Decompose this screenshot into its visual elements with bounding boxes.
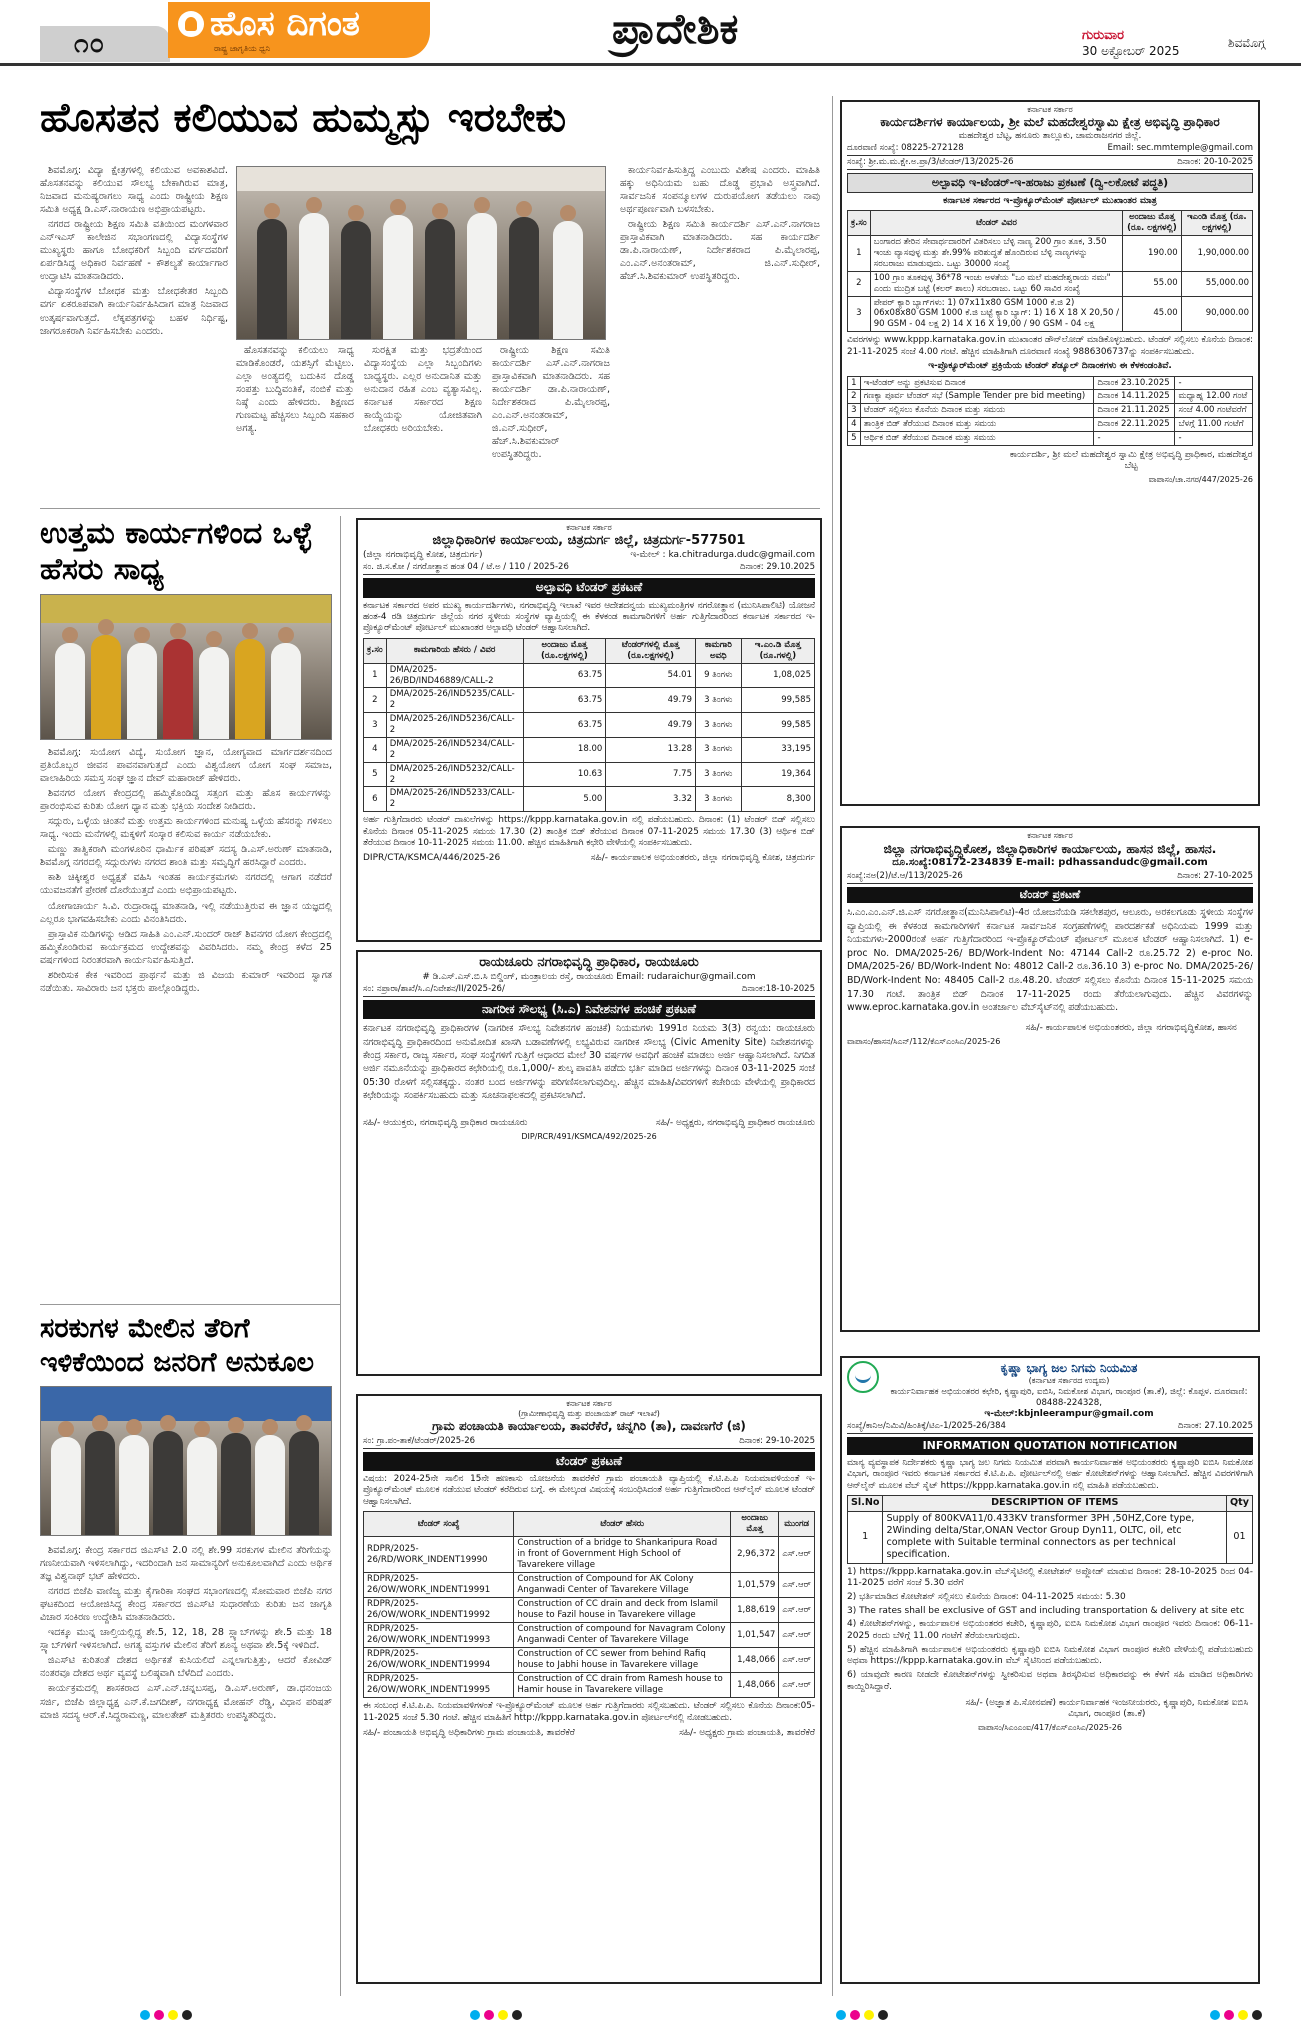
table-cell: DMA/2025-26/IND5232/CALL-2 xyxy=(386,762,523,787)
office-email: ಇ-ಮೇಲ್ : ka.chitradurga.dudc@gmail.com xyxy=(630,549,815,560)
office-address: ಮಹದೇಶ್ವರ ಬೆಟ್ಟ, ಹನೂರು ತಾಲ್ಲೂಕು, ಚಾಮರಾಜನಗರ ಜಿಲ್ಲೆ. xyxy=(958,130,1142,141)
notice-title: ಟೆಂಡರ್ ಪ್ರಕಟಣೆ xyxy=(363,1452,815,1471)
table-cell: ಎಸ್.ಆರ್ xyxy=(779,1648,815,1673)
notice-title: ಅಲ್ಪಾವಧಿ ಟೆಂಡರ್ ಪ್ರಕಟಣೆ xyxy=(363,578,815,597)
govt-label: ಕರ್ನಾಟಕ ಸರ್ಕಾರ xyxy=(1027,105,1073,114)
table-cell: 3 ತಿಂಗಳು xyxy=(695,737,741,762)
table-cell: ದಿನಾಂಕ 22.11.2025 xyxy=(1094,418,1175,432)
dateline xyxy=(1082,28,1266,59)
notice-notes xyxy=(847,1567,1253,1694)
table-cell: 1,90,000.00 xyxy=(1181,236,1252,272)
schedule-title: ಇ-ಪ್ರೊಕ್ಯೂರ್‌ಮೆಂಟ್ ಪ್ರಕ್ರಿಯೆಯ ಟೆಂಡರ್ ಶೆಡ್ಯೂಲ್ ದಿನಾಂಕಗಳು ಈ ಕೆಳಕಂಡಂತಿವೆ. xyxy=(928,361,1172,372)
column-divider xyxy=(832,96,833,1996)
govt-note: (ಕರ್ನಾಟಕ ಸರ್ಕಾರದ ಉದ್ಯಮ) xyxy=(1028,1376,1110,1386)
table-cell: 4 xyxy=(364,737,387,762)
story1-para: ನಗರದ ರಾಷ್ಟ್ರೀಯ ಶಿಕ್ಷಣ ಸಮಿತಿ ವತಿಯಿಂದ ಮಂಗಳವಾರ ಎನ್‌ಇಎಸ್ ಕಾಲೇಜಿನ ಸಭಾಂಗಣದಲ್ಲಿ ವಿದ್ಯಾಸಂಸ್ಥೆಗಳ ಮುಖ್ಯಸ್ಥರು ಹಾಗೂ ಬೋಧಕರಿಗೆ ಸಿಬ್ಬಂದಿ ವರ್ಗದವರಿಗೆ ಏರ್ಪಡಿಸಿದ್ದ ಅಧಿಕಾರ ನಿರ್ವಹಣೆ - ಕೌಶಲ್ಯತೆ ಕಾರ್ಯಾಗಾರ ಉದ್ಘಾಟಿಸಿ ಮಾತನಾಡಿದರು. xyxy=(40,219,228,283)
table-row xyxy=(364,1673,815,1698)
note-item: 6) ಯಾವುದೇ ಕಾರಣ ನೀಡದೇ ಕೋಟೇಶನ್‌ಗಳನ್ನು ಸ್ವೀಕರಿಸುವ ಅಥವಾ ತಿರಸ್ಕರಿಸುವ ಅಧಿಕಾರವನ್ನು ಈ ಕೆಳಗೆ ಸಹಿ ಮಾಡಿದ ಅಧಿಕಾರಿಗಳು ಕಾಯ್ದಿರಿಸಿದ್ದಾರೆ. xyxy=(847,1670,1253,1692)
table-cell: 99,585 xyxy=(741,713,814,738)
issue-date: 30 ಅಕ್ಟೋಬರ್ 2025 xyxy=(1082,44,1180,59)
notice-date: ದಿನಾಂಕ: 29-10-2025 xyxy=(739,1435,815,1446)
office-name: ರಾಯಚೂರು ನಗರಾಭಿವೃದ್ಧಿ ಪ್ರಾಧಿಕಾರ, ರಾಯಚೂರು xyxy=(479,955,699,970)
table-cell: 45.00 xyxy=(1123,296,1181,332)
table-cell: ಎಸ್.ಆರ್ xyxy=(779,1537,815,1573)
story3-para: ಶಿವಮೊಗ್ಗ: ಕೇಂದ್ರ ಸರ್ಕಾರದ ಜಿಎಸ್‌ಟಿ 2.0 ನಲ್ಲಿ ಶೇ.99 ಸರಕುಗಳ ಮೇಲಿನ ತೆರಿಗೆಯನ್ನು ಗಣನೀಯವಾಗಿ ಇಳಿಸಲಾಗಿದ್ದು, ಇದರಿಂದಾಗಿ ಜನ ಸಾಮಾನ್ಯರಿಗೆ ಅನುಕೂಲವಾಗಿದೆ ಎಂದು ಅರ್ಥಿಕ ತಜ್ಞ ವಿಶ್ವನಾಥ್ ಭಟ್ ಹೇಳಿದರು. xyxy=(40,1545,332,1583)
signatory: ಕಾರ್ಯದರ್ಶಿ, ಶ್ರೀ ಮಲೆ ಮಹದೇಶ್ವರ ಸ್ವಾಮಿ ಕ್ಷೇತ್ರ ಅಭಿವೃದ್ಧಿ ಪ್ರಾಧಿಕಾರ, ಮಹದೇಶ್ವರ ಬೆಟ್ಟ xyxy=(1009,449,1253,472)
kbjnl-logo-icon xyxy=(847,1361,879,1393)
table-row xyxy=(364,663,815,688)
office-name: ಗ್ರಾಮ ಪಂಚಾಯತಿ ಕಾರ್ಯಾಲಯ, ತಾವರೆಕೆರೆ, ಚನ್ನಗಿರಿ (ತಾ), ದಾವಣಗೆರೆ (ಜಿ) xyxy=(432,1419,746,1434)
table-header: ಅಂದಾಜು ಮೊತ್ತ (ರೂ. ಲಕ್ಷಗಳಲ್ಲಿ) xyxy=(1123,211,1181,236)
table-row xyxy=(364,688,815,713)
table-cell: 49.79 xyxy=(606,688,696,713)
notice-body: ವಿವರಗಳನ್ನು www.kppp.karnataka.gov.in ಮುಖಾಂತರ ಡೌನ್‌ಲೋಡ್ ಮಾಡಿಕೊಳ್ಳಬಹುದು. ಟೆಂಡರ್ ಸಲ್ಲಿಸಲು ಕೊನೆಯ ದಿನಾಂಕ: 21-11-2025 ಸಂಜೆ 4.00 ಗಂಟೆ. ಹೆಚ್ಚಿನ ಮಾಹಿತಿಗಾಗಿ ದೂರವಾಣಿ ಸಂಖ್ಯೆ 9886306737ನ್ನು ಸಂಪರ್ಕಿಸಬಹುದು. xyxy=(847,335,1253,357)
story3-body xyxy=(40,1544,332,1990)
story1-headline: ಹೊಸತನ ಕಲಿಯುವ ಹುಮ್ಮಸ್ಸು ಇರಬೇಕು xyxy=(40,95,567,141)
table-header: ಕ್ರ.ಸಂ xyxy=(848,211,871,236)
ref-number: ಸಂ: ಗ್ರಾ.ಪಂ-ತಾಕೆ/ಟೆಂಡರ್/2025-26 xyxy=(363,1435,476,1446)
table-cell: 1 xyxy=(364,663,387,688)
table-header: ಅಂದಾಜು ಮೊತ್ತ (ರೂ.ಲಕ್ಷಗಳಲ್ಲಿ) xyxy=(523,638,606,663)
table-cell: ಎಸ್.ಆರ್ xyxy=(779,1598,815,1623)
story1-para: ಶಿವಮೊಗ್ಗ: ವಿದ್ಯಾ ಕ್ಷೇತ್ರಗಳಲ್ಲಿ ಕಲಿಯುವ ಅವಕಾಶವಿದೆ. ಹೊಸತನವನ್ನು ಕಲಿಯುವ ಸೌಲಭ್ಯ ಬೇಕಾಗಿರುವ ಮಾತ್ರ, ನಿಜವಾದ ಮನುಷ್ಯರಾಗಲು ಸಾಧ್ಯ ಎಂದು ರಾಷ್ಟ್ರೀಯ ಶಿಕ್ಷಣ ಸಮಿತಿ ಅಧ್ಯಕ್ಷ ಡಿ.ಎಸ್.ನಾರಾಯಣ ಅಭಿಪ್ರಾಯಪಟ್ಟರು. xyxy=(40,165,228,216)
notice-date: ದಿನಾಂಕ: 29.10.2025 xyxy=(739,562,815,573)
table-row xyxy=(364,1537,815,1573)
table-cell: 2 xyxy=(364,688,387,713)
table-cell: 4 xyxy=(848,418,861,432)
table-cell: 55.00 xyxy=(1123,271,1181,296)
table-header: ಇ.ಎಂ.ಡಿ ಮೊತ್ತ (ರೂ.ಗಳಲ್ಲಿ) xyxy=(741,638,814,663)
notice-footer: ಅರ್ಹ ಗುತ್ತಿಗೆದಾರರು ಟೆಂಡರ್ ದಾಖಲೆಗಳನ್ನು https://kppp.karnataka.gov.in ನಲ್ಲಿ ಪಡೆಯಬಹುದು. ದಿನಾಂಕ: (1) ಟೆಂಡರ್ ಬಿಡ್ ಸಲ್ಲಿಸಲು ಕೊನೆಯ ದಿನಾಂಕ 05-11-2025 ಸಮಯ 17.30 (2) ತಾಂತ್ರಿಕ ಬಿಡ್ ತೆರೆಯುವ ದಿನಾಂಕ 07-11-2025 ಸಮಯ 17.30 (3) ಆರ್ಥಿಕ ಬಿಡ್ ತೆರೆಯುವ ದಿನಾಂಕ 10-11-2025 ಸಮಯ 11.00. ಹೆಚ್ಚಿನ ಮಾಹಿತಿಗಾಗಿ ಕಛೇರಿ ವೇಳೆಯಲ್ಲಿ ಸಂಪರ್ಕಿಸಬಹುದು. xyxy=(363,815,815,848)
table-cell: 1,48,066 xyxy=(731,1648,779,1673)
table-cell: ಗಣಕ್ಯಾ ಪೂರ್ವ ಟೆಂಡರ್ ಸಭೆ (Sample Tender pre bid meeting) xyxy=(860,390,1094,404)
signatory: ಸಹಿ/- ಕಾರ್ಯಪಾಲಕ ಅಭಿಯಂತರರು, ಜಿಲ್ಲಾ ನಗರಾಭಿವೃದ್ಧಿ ಕೋಶ, ಚಿತ್ರದುರ್ಗ xyxy=(590,853,815,864)
signatory: ಸಹಿ/- (ಅಜ್ಞಾತ ಪಿ.ಸೋನವಣೆ) ಕಾರ್ಯನಿರ್ವಾಹಕ ಇಂಜನೀಯರರು, ಕೃಷ್ಣಾಪುರಿ, ನಿಮಕೋಶ ಐಬಿಸಿ ವಿಭಾಗ, ರಾಂಪೂರ (ತಾ.ಕೆ) xyxy=(965,1697,1249,1720)
divider xyxy=(40,508,820,509)
signatory-right: ಸಹಿ/- ಅಧ್ಯಕ್ಷರು ಗ್ರಾಮ ಪಂಚಾಯತಿ, ತಾವರೆಕೆರೆ xyxy=(679,1728,815,1739)
table-row xyxy=(848,376,1253,390)
table-cell: - xyxy=(1175,432,1253,446)
govt-label: ಕರ್ನಾಟಕ ಸರ್ಕಾರ xyxy=(566,523,612,532)
edition-city: ಶಿವಮೊಗ್ಗ xyxy=(1228,36,1266,50)
table-row xyxy=(364,1598,815,1623)
table-cell: - xyxy=(1094,432,1175,446)
table-cell: Construction of a bridge to Shankaripura Road in front of Government High School of Tavarekere village xyxy=(514,1537,731,1573)
notice-intro: ಮಾನ್ಯ ವ್ಯವಸ್ಥಾಪಕ ನಿರ್ದೇಶಕರು ಕೃಷ್ಣಾ ಭಾಗ್ಯ ಜಲ ನಿಗಮ ನಿಯಮಿತ ಪರವಾಗಿ ಕಾರ್ಯನಿರ್ವಾಹಕ ಅಭಿಯಂತರರು ಕೃಷ್ಣಾಪುರಿ ಐಬಿಸಿ ನಿಮಕೋಶ ವಿಭಾಗ, ರಾಂಪೂರ ಇವರು ಕರ್ನಾಟಕ ಸರ್ಕಾರದ ಕೆ.ಟಿ.ಪಿ.ಪಿ. ಪೋರ್ಟಲ್‌ನಲ್ಲಿ ಅರ್ಹ ಕೋಟೇಶನ್‌ಗಳನ್ನು ಆಹ್ವಾನಿಸಲಾಗಿದೆ. ಹೆಚ್ಚಿನ ವಿವರಗಳಿಗಾಗಿ ಆನ್‌ಲೈನ್ ಮೂಲಕ ವೆಬ್ ಸೈಟ್ https://kppp.karnataka.gov.in ನಲ್ಲಿ ಮಾಹಿತಿ ಪಡೆಯಬಹುದು. xyxy=(847,1458,1253,1491)
story2-para: ಕಾಶಿ ಚಿಕ್ಕೀಶ್ವರ ಅಧ್ಯಕ್ಷತೆ ವಹಿಸಿ ಇಂತಹ ಕಾರ್ಯಕ್ರಮಗಳು ನಗರದಲ್ಲಿ ಆಗಾಗ ನಡೆದರೆ ಯುವಜನತೆಗೆ ಪ್ರೇರಣೆ ದೊರೆಯುತ್ತದೆ ಎಂದು ಅಭಿಪ್ರಾಯಪಟ್ಟರು. xyxy=(40,872,332,897)
table-cell: ದಿನಾಂಕ 21.11.2025 xyxy=(1094,404,1175,418)
table-cell: 1 xyxy=(848,376,861,390)
ref-number: ಸಂಖ್ಯೆ: ಶ್ರೀ.ಮ.ಮ.ಕ್ಷೇ.ಅ.ಪ್ರಾ/3/ಟೆಂಡರ್/13/2025-26 xyxy=(847,156,1014,167)
table-cell: RDPR/2025-26/OW/WORK_INDENT19993 xyxy=(364,1623,514,1648)
notice-title: ಟೆಂಡರ್ ಪ್ರಕಟಣೆ xyxy=(847,887,1253,903)
table-row xyxy=(364,762,815,787)
masthead xyxy=(0,0,1301,66)
table-row xyxy=(848,1511,1253,1563)
story2-para: ಶಿವಮೊಗ್ಗ: ಸುಯೋಗ ವಿದ್ಯೆ, ಸುಯೋಗ ಜ್ಞಾನ, ಯೋಗ್ಯವಾದ ಮಾರ್ಗದರ್ಶನದಿಂದ ಪ್ರತಿಯೊಬ್ಬರ ಜೀವನ ಪಾವನವಾಗುತ್ತದೆ ಎಂದು ವಿಶ್ವಯೋಗ ಯೋಗ ಸಂಘ ಸಮಾಜ, ವಾಲಾಹಿರಿಯ ಸಮಸ್ತ ಸಂಘ ಜ್ಞಾನ ದೇವ್ ಮಹಾರಾಜ್ ಹೇಳಿದರು. xyxy=(40,747,332,785)
table-row xyxy=(364,787,815,812)
notice-footer: ಈ ಸಂಬಂಧ ಕೆ.ಟಿ.ಪಿ.ಪಿ. ನಿಯಮಾವಳಿಗಳಂತೆ ಇ-ಪ್ರೊಕ್ಯೂರ್‌ಮೆಂಟ್ ಮೂಲಕ ಅರ್ಹ ಗುತ್ತಿಗೆದಾರರು ಸಲ್ಲಿಸಬಹುದು. ಟೆಂಡರ್ ಸಲ್ಲಿಸಲು ಕೊನೆಯ ದಿನಾಂಕ:05-11-2025 ಸಂಜೆ 5.30 ಗಂಟೆ. ಹೆಚ್ಚಿನ ಮಾಹಿತಿಗೆ http://kppp.karnataka.gov.in ಪೋರ್ಟಲ್‌ನಲ್ಲಿ ನೋಡಬಹುದು. xyxy=(363,1701,815,1723)
notice-title: ನಾಗರೀಕ ಸೌಲಭ್ಯ (ಸಿ.ಎ) ನಿವೇಶನಗಳ ಹಂಚಿಕೆ ಪ್ರಕಟಣೆ xyxy=(363,1000,815,1019)
story2-headline: ಉತ್ತಮ ಕಾರ್ಯಗಳಿಂದ ಒಳ್ಳೆ ಹೆಸರು ಸಾಧ್ಯ xyxy=(40,516,313,587)
table-cell: 9 ತಿಂಗಳು xyxy=(695,663,741,688)
story1-col3 xyxy=(364,344,482,504)
hassan-tender-notice xyxy=(840,826,1260,1332)
dept-label: (ಗ್ರಾಮೀಣಾಭಿವೃದ್ಧಿ ಮತ್ತು ಪಂಚಾಯತ್ ರಾಜ್ ಇಲಾಖೆ) xyxy=(518,1409,660,1419)
table-cell: RDPR/2025-26/OW/WORK_INDENT19991 xyxy=(364,1573,514,1598)
table-cell: 18.00 xyxy=(523,737,606,762)
section-title: ಪ್ರಾದೇಶಿಕ xyxy=(612,4,739,53)
table-cell: Construction of CC drain from Ramesh house to Hamir house in Tavarekere village xyxy=(514,1673,731,1698)
table-header: Qty xyxy=(1227,1496,1253,1511)
story1-col1 xyxy=(40,164,228,504)
notice-body: ಸಿ.ಎಂ.ಎಂ.ಎನ್.ಜಿ.ಎಸ್ ನಗರೋತ್ಥಾನ(ಮುನಿಸಿಪಾಲಿಟಿ)-4ರ ಯೋಜನೆಯಡಿ ಸಕಲೇಶಪುರ, ಆಲೂರು, ಅರಕಲಗೂಡು ಸ್ಥಳೀಯ ಸಂಸ್ಥೆಗಳ ವ್ಯಾಪ್ತಿಯಲ್ಲಿ ಈ ಕೆಳಕಂಡ ಕಾಮಗಾರಿಗಳಿಗೆ ಕರ್ನಾಟಕ ಸಾರ್ವಜನಿಕ ಸಂಗ್ರಹಣೆಗಳಲ್ಲಿ ಪಾರದರ್ಶಕತೆ ಅಧಿನಿಯಮ 1999 ಮತ್ತು ನಿಯಮಗಳು-2000ರಂತೆ ಅರ್ಹ ಗುತ್ತಿಗೆದಾರರಿಂದ ಇ-ಪ್ರೊಕ್ಯೂರ್‌ಮೆಂಟ್ ಪೋರ್ಟಲ್ ಮೂಲಕ ಟೆಂಡರ್ ಆಹ್ವಾನಿಸಲಾಗಿದೆ. 1) e-proc No. DMA/2025-26/ BD/Work-Indent No: 47144 Call-2 ರೂ.25.72 2) e-proc No. DMA/2025-26/ BD/Work-Indent No: 48012 Call-2 ರೂ.36.10 3) e-proc No. DMA/2025-26/ BD/Work-Indent No: 48405 Call-2 ರೂ.48.20. ಟೆಂಡರ್ ಸಲ್ಲಿಸಲು ಕೊನೆಯ ದಿನಾಂಕ 15-11-2025 ಸಮಯ 17.30 ಗಂಟೆ. ತಾಂತ್ರಿಕ ಬಿಡ್ ದಿನಾಂಕ 17-11-2025 ರಂದು ತೆರೆಯಲಾಗುವುದು. ಹೆಚ್ಚಿನ ವಿವರಗಳನ್ನು www.eproc.karnataka.gov.in ಅಂತರ್ಜಾಲ ವೆಬ್‌ಸೈಟ್‌ನಲ್ಲಿ ಪಡೆಯಬಹುದು. xyxy=(847,906,1253,1014)
table-header: ಅಂದಾಜು ಮೊತ್ತ xyxy=(731,1512,779,1537)
signatory-left: ಸಹಿ/- ಪಂಚಾಯತಿ ಅಭಿವೃದ್ಧಿ ಅಧಿಕಾರಿಗಳು ಗ್ರಾಮ ಪಂಚಾಯತಿ, ತಾವರೆಕೆರೆ xyxy=(363,1728,575,1739)
table-cell: 3 xyxy=(848,404,861,418)
story2-para: ಸದ್ಗುರು, ಒಳ್ಳೆಯ ಚಿಂತನೆ ಮತ್ತು ಉತ್ತಮ ಕಾರ್ಯಗಳಿಂದ ಮನುಷ್ಯ ಒಳ್ಳೆಯ ಹೆಸರನ್ನು ಗಳಿಸಲು ಸಾಧ್ಯ. ಇಂದು ಮನೆಗಳಲ್ಲಿ ಮಕ್ಕಳಿಗೆ ಸಂಸ್ಕಾರ ಕಲಿಸುವ ಕಾರ್ಯ ನಡೆಯಬೇಕು. xyxy=(40,816,332,841)
table-cell: 2,96,372 xyxy=(731,1537,779,1573)
story1-col5 xyxy=(492,344,610,504)
govt-label: ಕರ್ನಾಟಕ ಸರ್ಕಾರ xyxy=(1027,831,1073,840)
table-row xyxy=(364,737,815,762)
table-row xyxy=(848,236,1253,272)
notice-date: ದಿನಾಂಕ: 27-10-2025 xyxy=(1177,871,1253,882)
story2-para: ಶರೀರಿಸುಕ ಕೇಕ ಇವರಿಂದ ಪ್ರಾರ್ಥನೆ ಮತ್ತು ಜಿ ವಿಜಯ ಕುಮಾರ್ ಇವರಿಂದ ಸ್ವಾಗತ ನಡೆಯಿತು. ಸಾವಿರಾರು ಜನ ಭಕ್ತರು ಪಾಲ್ಗೊಂಡಿದ್ದರು. xyxy=(40,969,332,994)
table-cell: 63.75 xyxy=(523,713,606,738)
print-registration-marks xyxy=(1210,2010,1262,2020)
table-header: ಟೆಂಡರ್ ವಿವರ xyxy=(870,211,1123,236)
office-name: ಜಿಲ್ಲಾ ನಗರಾಭಿವೃದ್ಧಿಕೋಶ, ಜಿಲ್ಲಾಧಿಕಾರಿಗಳ ಕಾರ್ಯಾಲಯ, ಹಾಸನ ಜಿಲ್ಲೆ, ಹಾಸನ. xyxy=(883,841,1217,857)
table-cell: RDPR/2025-26/RD/WORK_INDENT19990 xyxy=(364,1537,514,1573)
table-cell: ಎಸ್.ಆರ್ xyxy=(779,1573,815,1598)
table-cell: 01 xyxy=(1227,1511,1253,1563)
office-address: ಕಾರ್ಯನಿರ್ವಾಹಕ ಅಭಿಯಂತರರ ಕಛೇರಿ, ಕೃಷ್ಣಾಪುರಿ, ಐಬಿಸಿ, ನಿಮಕೋಶ ವಿಭಾಗ, ರಾಂಪೂರ (ತಾ.ಕೆ), ಜಿಲ್ಲೆ: ಕೊಪ್ಪಳ. ದೂರವಾಣಿ: 08488-224328, xyxy=(890,1386,1248,1408)
table-cell: Supply of 800KVA11/0.433KV transformer 3PH ,50HZ,Core type, 2Winding delta/Star,ONAN Vector Group Dyn11, OLTC, oil, etc complete with Suitable terminal connectors as per technical specification. xyxy=(883,1511,1227,1563)
logo-name: ಹೊಸ ದಿಗಂತ xyxy=(210,4,360,44)
story2-body xyxy=(40,746,332,1388)
table-cell: 5.00 xyxy=(523,787,606,812)
notice-title: ಅಲ್ಪಾವಧಿ ಇ-ಟೆಂಡರ್-ಇ-ಹರಾಜು ಪ್ರಕಟಣೆ (ದ್ವಿ-ಲಕೋಟೆ ಪದ್ಧತಿ) xyxy=(847,173,1253,193)
office-address: # ಡಿ.ಎಸ್.ಎಸ್.ಬಿ.ಸಿ ಬಿಲ್ಡಿಂಗ್, ಮಂತ್ರಾಲಯ ರಸ್ತೆ, ರಾಯಚೂರು Email: rudaraichur@gmail.com xyxy=(422,971,756,982)
table-row xyxy=(848,404,1253,418)
dipr-code: DIPR/CTA/KSMCA/446/2025-26 xyxy=(363,853,501,864)
table-cell: RDPR/2025-26/OW/WORK_INDENT19994 xyxy=(364,1648,514,1673)
office-cell: (ಜಿಲ್ಲಾ ನಗರಾಭಿವೃದ್ಧಿ ಕೋಶ, ಚಿತ್ರದುರ್ಗ) xyxy=(363,549,483,560)
table-cell: 33,195 xyxy=(741,737,814,762)
notice-body: ಕರ್ನಾಟಕ ಸರ್ಕಾರದ ಅಪರ ಮುಖ್ಯ ಕಾರ್ಯದರ್ಶಿಗಳು, ನಗರಾಭಿವೃದ್ಧಿ ಇಲಾಖೆ ಇವರ ಆದೇಶದನ್ವಯ ಮುಖ್ಯಮಂತ್ರಿಗಳ ನಗರೋತ್ಥಾನ (ಮುನಿಸಿಪಾಲಿಟಿ) ಯೋಜನೆ ಹಂತ-4 ರಡಿ ಚಿತ್ರದುರ್ಗ ಜಿಲ್ಲೆಯ ನಗರ ಸ್ಥಳೀಯ ಸಂಸ್ಥೆಗಳ ವ್ಯಾಪ್ತಿಯಲ್ಲಿ ಈ ಕೆಳಕಂಡ ಕಾಮಗಾರಿಗಳಿಗೆ ಅರ್ಹ ಗುತ್ತಿಗೆದಾರರಿಂದ ಕರ್ನಾಟಕ ಸರ್ಕಾರದ ಇ-ಪ್ರೊಕ್ಯೂರ್‌ಮೆಂಟ್ ಪೋರ್ಟಲ್ ಮುಖಾಂತರ ಅಲ್ಪಾವಧಿ ಟೆಂಡರ್ ಆಹ್ವಾನಿಸಲಾಗಿದೆ. xyxy=(363,600,815,634)
notice-date: ದಿನಾಂಕ: 20-10-2025 xyxy=(1177,156,1253,167)
table-cell: 3 ತಿಂಗಳು xyxy=(695,688,741,713)
story1-col4 xyxy=(620,164,820,504)
story3-para: ನಗರದ ಬಿಜೆಪಿ ವಾಣಿಜ್ಯ ಮತ್ತು ಕೈಗಾರಿಕಾ ಸಂಘದ ಸಭಾಂಗಣದಲ್ಲಿ ಸೋಮವಾರ ಬಿಜೆಪಿ ನಗರ ಘಟಕದಿಂದ ಆಯೋಜಿಸಿದ್ದ ಕೇಂದ್ರ ಸರ್ಕಾರದ ಜಿಎಸ್‌ಟಿ ಸುಧಾರಣೆಯ ಕುರಿತು ಜನ ಜಾಗೃತಿ ವಿಚಾರ ಸಂಕಿರಣ ಉದ್ದೇಶಿಸಿ ಮಾತನಾಡಿದರು. xyxy=(40,1586,332,1624)
notice-intro: ವಿಷಯ: 2024-25ನೇ ಸಾಲಿನ 15ನೇ ಹಣಕಾಸು ಯೋಜನೆಯ ತಾವರೆಕೆರೆ ಗ್ರಾಮ ಪಂಚಾಯತಿ ವ್ಯಾಪ್ತಿಯಲ್ಲಿ ಕೆ.ಟಿ.ಪಿ.ಪಿ ನಿಯಮಾವಳಿಯಂತೆ ಇ-ಪ್ರೊಕ್ಯೂರ್‌ಮೆಂಟ್ ಮೂಲಕ ನಡೆಯುವ ಟೆಂಡರ್ ಕರೆದಿರುವ ಬಗ್ಗೆ. ಈ ಮೇಲ್ಕಂಡ ವಿಷಯಕ್ಕೆ ಸಂಬಂಧಿಸಿದಂತೆ ಅರ್ಹ ಗುತ್ತಿಗೆದಾರರಿಂದ ಆನ್‌ಲೈನ್ ಮೂಲಕ ಟೆಂಡರ್ ಆಹ್ವಾನಿಸಲಾಗಿದೆ. xyxy=(363,1474,815,1507)
table-cell: DMA/2025-26/IND5233/CALL-2 xyxy=(386,787,523,812)
table-cell: 7.75 xyxy=(606,762,696,787)
logo-tagline: ರಾಷ್ಟ್ರ ಜಾಗೃತಿಯ ಧ್ವನಿ xyxy=(214,44,271,53)
table-cell: 63.75 xyxy=(523,663,606,688)
table-cell: DMA/2025-26/IND5236/CALL-2 xyxy=(386,713,523,738)
dipr-code: ವಾಪಾಸಂ/ಚಾ.ನಗರ/447/2025-26 xyxy=(1148,474,1253,484)
table-cell: Construction of compound for Navagram Colony Anganwadi Center of Tavarekere Village xyxy=(514,1623,731,1648)
dipr-code: ವಾಪಾಸಂ/ಹಾಸನ/ಸಿಎನ್/112/ಕೆಎಸ್‌ಎಂಸಿಎ/2025-26 xyxy=(847,1036,1001,1046)
table-row xyxy=(848,390,1253,404)
tender-table xyxy=(363,1511,815,1698)
table-header: Sl.No xyxy=(848,1496,883,1511)
table-cell: 1 xyxy=(848,1511,883,1563)
table-cell: 55,000.00 xyxy=(1181,271,1252,296)
table-cell: 100 ಗ್ರಾಂ ತೂಕವುಳ್ಳ 36*78 ಇಂಚು ಅಳತೆಯ "ಒಂ ಮಲೆ ಮಹದೇಶ್ವರಾಯ ನಮಃ" ಎಂದು ಮುದ್ರಿತ ಬಟ್ಟೆ (ಕಲರ್ ಶಾಲು) ಸರಬರಾಜು. ಒಟ್ಟು 60 ಸಾವಿರ ಸಂಖ್ಯೆ xyxy=(870,271,1123,296)
print-registration-marks xyxy=(140,2010,192,2020)
table-cell: ಸಂಜೆ 4.00 ಗಂಟೆವರೆಗೆ xyxy=(1175,404,1253,418)
table-cell: 1,01,579 xyxy=(731,1573,779,1598)
table-row xyxy=(364,713,815,738)
table-cell: DMA/2025-26/BD/IND46889/CALL-2 xyxy=(386,663,523,688)
table-cell: Construction of Compound for AK Colony Anganwadi Center of Tavarekere Village xyxy=(514,1573,731,1598)
table-cell: DMA/2025-26/IND5234/CALL-2 xyxy=(386,737,523,762)
table-header: ಕ್ರ.ಸಂ xyxy=(364,638,387,663)
table-row xyxy=(848,418,1253,432)
table-cell: 63.75 xyxy=(523,688,606,713)
tender-table xyxy=(363,638,815,812)
story1-photo xyxy=(236,166,606,340)
story1-para: ಸುರಕ್ಷಿತ ಮತ್ತು ಭದ್ರತೆಯಿಂದ ವಿದ್ಯಾಸಂಸ್ಥೆಯ ಎಲ್ಲಾ ಸಿಬ್ಬಂದಿಗಳು ಬಾಧ್ಯಸ್ಥರು. ಎಲ್ಲರ ಅನುದಾನಿತ ಮತ್ತು ಅನುದಾನ ರಹಿತ ಎಂಬ ವ್ಯತ್ಯಾಸವಿಲ್ಲ. ಕರ್ನಾಟಕ ಸರ್ಕಾರದ ಶಿಕ್ಷಣ ಕಾಯ್ದೆಯನ್ನು ಯೋಜಿತವಾಗಿ ಬೋಧಕರು ಅರಿಯಬೇಕು. xyxy=(364,345,482,435)
chitradurga-tender-notice xyxy=(356,518,822,942)
print-registration-marks xyxy=(470,2010,522,2020)
table-cell: 90,000.00 xyxy=(1181,296,1252,332)
table-header: ಕಾಮಗಾರಿಯ ಹೆಸರು / ವಿವರ xyxy=(386,638,523,663)
table-header: ಟೆಂಡರ್ ಸಂಖ್ಯೆ xyxy=(364,1512,514,1537)
note-item: 2) ಭರ್ತಿಮಾಡಿದ ಕೋಟೇಶನ್ ಸಲ್ಲಿಸಲು ಕೊನೆಯ ದಿನಾಂಕ: 04-11-2025 ಸಮಯ: 5.30 xyxy=(847,1592,1126,1603)
story1-para: ವಿದ್ಯಾಸಂಸ್ಥೆಗಳ ಬೋಧಕ ಮತ್ತು ಬೋಧಕೇತರ ಸಿಬ್ಬಂದಿ ವರ್ಗ ಏಕರೂಪವಾಗಿ ಕಾರ್ಯನಿರ್ವಹಿಸಿದಾಗ ಮಾತ್ರ ನಿಜವಾದ ಉತ್ಕರ್ಷವಾಗುತ್ತದೆ. ಲೆಕ್ಕಪತ್ರಗಳನ್ನು ಬಹಳ ನಿರ್ಧಿಷ್ಟ, ಜಾಗರೂಕರಾಗಿ ನಿರ್ವಹಿಸಬೇಕು ಎಂದರು. xyxy=(40,286,228,337)
mm-hills-tender-notice xyxy=(840,100,1260,806)
table-cell: ತಾಂತ್ರಿಕ ಬಿಡ್ ತೆರೆಯುವ ದಿನಾಂಕ ಮತ್ತು ಸಮಯ xyxy=(860,418,1094,432)
divider xyxy=(40,1304,340,1305)
dipr-code: DIP/RCR/491/KSMCA/492/2025-26 xyxy=(521,1131,657,1141)
ref-number: ಸಂ: ನಪ್ರಾರಾ/ಶಾಖೆ/ಸಿ.ಎ/ನಿವೇಶನ/II/2025-26/ xyxy=(363,984,505,995)
table-cell: 3 xyxy=(848,296,871,332)
table-header: ಕಾಮಗಾರಿ ಅವಧಿ xyxy=(695,638,741,663)
table-cell: 190.00 xyxy=(1123,236,1181,272)
table-cell: 19,364 xyxy=(741,762,814,787)
table-cell: 13.28 xyxy=(606,737,696,762)
story2-para: ಮಣ್ಣು ತಾತ್ವಿಕರಾಗಿ ಮಂಗಳೂರಿನ ಧಾರ್ಮಿಕ ಪರಿಷತ್ ಸದಸ್ಯ ಡಿ.ಎಸ್.ಅರುಣ್ ಮಾತನಾಡಿ, ಶಿವಮೊಗ್ಗ ನಗರದಲ್ಲಿ ಸದ್ಗುರುಗಳು ನಗರದ ಶಾಂತಿ ಮತ್ತು ಸಮೃದ್ಧಿಗೆ ಹರಸಿದ್ದಾರೆ ಎಂದರು. xyxy=(40,844,332,869)
tavarekere-tender-notice xyxy=(356,1394,822,1984)
dipr-code: ವಾಪಾಸಂ/ಸಿಎಂಎಂಐ/417/ಕೆಎಸ್‌ಎಂಸಿಎ/2025-26 xyxy=(978,1722,1122,1732)
newspaper-logo xyxy=(168,2,430,58)
table-cell: ದಿನಾಂಕ 23.10.2025 xyxy=(1094,376,1175,390)
story3-para: ಇದಕ್ಕೂ ಮುನ್ನ ಚಾಲ್ತಿಯಲ್ಲಿದ್ದ ಶೇ.5, 12, 18, 28 ಸ್ಲ್ಯಾಬ್‌ಗಳನ್ನು ಶೇ.5 ಮತ್ತು 18 ಸ್ಲ್ಯಾಬ್‌ಗಳಿಗೆ ಇಳಿಸಲಾಗಿದೆ. ಅಗತ್ಯ ವಸ್ತುಗಳ ಮೇಲಿನ ತೆರಿಗೆ ಶೂನ್ಯ ಅಥವಾ ಶೇ.5ಕ್ಕೆ ಇಳಿದಿದೆ. xyxy=(40,1627,332,1652)
table-cell: ಎಸ್.ಆರ್ xyxy=(779,1673,815,1698)
notice-title: INFORMATION QUOTATION NOTIFICATION xyxy=(847,1437,1253,1455)
logo-emblem-icon xyxy=(178,11,204,37)
story1-para: ರಾಷ್ಟ್ರೀಯ ಶಿಕ್ಷಣ ಸಮಿತಿ ಕಾರ್ಯದರ್ಶಿ ಎಸ್.ಎನ್.ನಾಗರಾಜ ಪ್ರಾಸ್ತಾವಿಕವಾಗಿ ಮಾತನಾಡಿದರು. ಸಹ ಕಾರ್ಯದರ್ಶಿ ಡಾ.ಪಿ.ನಾರಾಯಣ್, ನಿರ್ದೇಶಕರಾದ ಪಿ.ಮೈಲಾರಪ್ಪ, ಎಂ.ಎನ್.ಅನಂತರಾಮ್, ಜಿ.ಎನ್.ಸುಧೀರ್, ಹೆಚ್.ಸಿ.ಶಿವಕುಮಾರ್ ಉಪಸ್ಥಿತರಿದ್ದರು. xyxy=(492,345,610,461)
note-item: 3) The rates shall be exclusive of GST and including transportation & delivery at site etc xyxy=(847,1605,1245,1616)
table-cell: ದಿನಾಂಕ 14.11.2025 xyxy=(1094,390,1175,404)
story1-para: ಹೊಸತನವನ್ನು ಕಲಿಯಲು ಸಾಧ್ಯ ಮಾಡಿಕೊಂಡರೆ, ಯಶಸ್ಸಿಗೆ ಮೆಟ್ಟಿಲು. ಎಲ್ಲಾ ಅಂತ್ಯದಲ್ಲಿ ಬದುಕಿನ ದೊಡ್ಡ ಸಂಪತ್ತು ಬುದ್ಧಿವಂತಿಕೆ, ನಂಬಿಕೆ ಮತ್ತು ನಿಷ್ಠೆ ಎಂದು ಹೇಳಿದರು. ಶಿಕ್ಷಣದ ಗುಣಮಟ್ಟ ಹೆಚ್ಚಿಸಲು ಸಿಬ್ಬಂದಿ ಸಹಕಾರ ಅಗತ್ಯ. xyxy=(236,345,354,435)
office-phone: ದೂರವಾಣಿ ಸಂಖ್ಯೆ: 08225-272128 xyxy=(847,143,964,154)
table-row xyxy=(364,1573,815,1598)
table-cell: 3 ತಿಂಗಳು xyxy=(695,787,741,812)
table-row xyxy=(848,432,1253,446)
table-header: ಟೆಂಡರ್ ಹೆಸರು xyxy=(514,1512,731,1537)
signatory-right: ಸಹಿ/- ಅಧ್ಯಕ್ಷರು, ನಗರಾಭಿವೃದ್ಧಿ ಪ್ರಾಧಿಕಾರ ರಾಯಚೂರು xyxy=(655,1118,815,1129)
story3-headline: ಸರಕುಗಳ ಮೇಲಿನ ತೆರಿಗೆ ಇಳಿಕೆಯಿಂದ ಜನರಿಗೆ ಅನುಕೂಲ xyxy=(40,1313,315,1378)
table-cell: 5 xyxy=(364,762,387,787)
ref-number: ಸಂಖ್ಯೆ/ಕಾನಿಅ/ನಿಮಿವಿ/ಹಿಂತಿಕ್ಕೆ/ಟಿಎ-1/2025-26/384 xyxy=(847,1421,1006,1432)
tender-table xyxy=(847,210,1253,332)
story1-para: ಕಾರ್ಯನಿರ್ವಹಿಸುತ್ತಿದ್ದ ಎಂಬುದು ವಿಶೇಷ ಎಂದರು. ಮಾಹಿತಿ ಹಕ್ಕು ಅಧಿನಿಯಮ ಬಹು ದೊಡ್ಡ ಪ್ರಭಾವಿ ಅಸ್ತ್ರವಾಗಿದೆ. ಸಾರ್ವಜನಿಕ ಸಂಪನ್ಮೂಲಗಳ ದುರುಪಯೋಗ ತಡೆಯಲು ನಾವು ಅರ್ಥಪೂರ್ಣವಾಗಿ ಬಳಸಬೇಕು. xyxy=(620,165,820,216)
office-contact: ದೂ.ಸಂಖ್ಯೆ:08172-234839 E-mail: pdhassandudc@gmail.com xyxy=(892,857,1208,869)
story2-para: ಯೋಗಾಚಾರ್ಯ ಸಿ.ವಿ. ರುದ್ರಾರಾಧ್ಯ ಮಾತನಾಡಿ, ಇಲ್ಲಿ ನಡೆಯುತ್ತಿರುವ ಈ ಜ್ಞಾನ ಯಜ್ಞದಲ್ಲಿ ಎಲ್ಲರೂ ಭಾಗವಹಿಸಬೇಕು ಎಂದು ವಿನಂತಿಸಿದರು. xyxy=(40,900,332,925)
page-number: ೧೦ xyxy=(74,29,106,59)
table-header: DESCRIPTION OF ITEMS xyxy=(883,1496,1227,1511)
table-cell: DMA/2025-26/IND5235/CALL-2 xyxy=(386,688,523,713)
note-item: 4) ಕೋಟೇಶನ್‌ಗಳನ್ನು, ಕಾರ್ಯಪಾಲಕ ಅಭಿಯಂತರರ ಕಚೇರಿ, ಕೃಷ್ಣಾಪುರಿ, ಐಬಿಸಿ ನಿಮಕೋಶ ವಿಭಾಗ ರಾಂಪೂರ ಇವರು ದಿನಾಂಕ: 06-11-2025 ರಂದು ಬೆಳಿಗ್ಗೆ 11.00 ಗಂಟೆಗೆ ತೆರೆಯಲಾಗುವುದು. xyxy=(847,1619,1253,1642)
table-cell: 3.32 xyxy=(606,787,696,812)
table-cell: Construction of CC sewer from behind Rafiq house to Jabhi house in Tavarekere village xyxy=(514,1648,731,1673)
table-cell: 3 ತಿಂಗಳು xyxy=(695,762,741,787)
table-cell: ಆರ್ಥಿಕ ಬಿಡ್ ತೆರೆಯುವ ದಿನಾಂಕ ಮತ್ತು ಸಮಯ xyxy=(860,432,1094,446)
table-header: ಮುಂಗಡ xyxy=(779,1512,815,1537)
story2-para: ಪ್ರಾಸ್ತಾವಿಕ ನುಡಿಗಳನ್ನು ಆಡಿದ ಸಾಹಿತಿ ಎಂ.ಎನ್.ಸುಂದರ್ ರಾಜ್ ಶಿವನಗರ ಯೋಗ ಕೇಂದ್ರದಲ್ಲಿ ಹಮ್ಮಿಕೊಂಡಿರುವ ಕಾರ್ಯಕ್ರಮದ ಉದ್ದೇಶವನ್ನು ವಿವರಿಸಿದರು. ನಮ್ಮ ಕೇಂದ್ರ ಕಳೆದ 25 ವರ್ಷಗಳಿಂದ ನಿರಂತರವಾಗಿ ಕಾರ್ಯನಿರ್ವಹಿಸುತ್ತಿದೆ. xyxy=(40,928,332,966)
story3-para: ಜಿಎಸ್‌ಟಿ ಕುರಿತಂತೆ ದೇಶದ ಅರ್ಥಿಕತೆ ಕುಸಿಯಲಿದೆ ಎನ್ನಲಾಗುತ್ತಿತ್ತು, ಆದರೆ ಕೋವಿಡ್ ನಂತರವೂ ದೇಶದ ಅರ್ಥ ವ್ಯವಸ್ಥೆ ಬಲಿಷ್ಠವಾಗಿ ಬೆಳೆದಿದೆ ಎಂದರು. xyxy=(40,1655,332,1680)
notice-date: ದಿನಾಂಕ: 27.10.2025 xyxy=(1177,1421,1253,1432)
note-item: 5) ಹೆಚ್ಚಿನ ಮಾಹಿತಿಗಾಗಿ ಕಾರ್ಯಪಾಲಕ ಅಭಿಯಂತರರು ಕೃಷ್ಣಾಪುರಿ ಐಬಿಸಿ ನಿಮಕೋಶ ವಿಭಾಗ ರಾಂಪೂರ ಕಚೇರಿ ವೇಳೆಯಲ್ಲಿ ಪಡೆಯಬಹುದು ಅಥವಾ https://kppp.karnataka.gov.in ವೆಬ್ ಸೈಟಿನಿಂದ ಪಡೆಯಬಹುದು. xyxy=(847,1644,1253,1667)
table-cell: ಟೆಂಡರ್ ಸಲ್ಲಿಸಲು ಕೊನೆಯ ದಿನಾಂಕ ಮತ್ತು ಸಮಯ xyxy=(860,404,1094,418)
table-cell: 1,08,025 xyxy=(741,663,814,688)
govt-label: ಕರ್ನಾಟಕ ಸರ್ಕಾರ xyxy=(566,1399,612,1408)
story1-para: ರಾಷ್ಟ್ರೀಯ ಶಿಕ್ಷಣ ಸಮಿತಿ ಕಾರ್ಯದರ್ಶಿ ಎಸ್.ಎನ್.ನಾಗರಾಜ ಪ್ರಾಸ್ತಾವಿಕವಾಗಿ ಮಾತನಾಡಿದರು. ಸಹ ಕಾರ್ಯದರ್ಶಿ ಡಾ.ಪಿ.ನಾರಾಯಣ್, ನಿರ್ದೇಶಕರಾದ ಪಿ.ಮೈಲಾರಪ್ಪ, ಎಂ.ಎನ್.ಅನಂತರಾಮ್, ಜಿ.ಎನ್.ಸುಧೀರ್, ಹೆಚ್.ಸಿ.ಶಿವಕುಮಾರ್ ಉಪಸ್ಥಿತರಿದ್ದರು. xyxy=(620,219,820,283)
story2-photo xyxy=(40,594,332,740)
office-name: ಕಾರ್ಯದರ್ಶಿಗಳ ಕಾರ್ಯಾಲಯ, ಶ್ರೀ ಮಲೆ ಮಹದೇಶ್ವರಸ್ವಾಮಿ ಕ್ಷೇತ್ರ ಅಭಿವೃದ್ಧಿ ಪ್ರಾಧಿಕಾರ xyxy=(880,115,1220,130)
notice-subtitle: ಕರ್ನಾಟಕ ಸರ್ಕಾರದ ಇ-ಪ್ರೊಕ್ಯೂರ್‌ಮೆಂಟ್ ಪೋರ್ಟಲ್ ಮುಖಾಂತರ ಮಾತ್ರ xyxy=(943,195,1157,206)
office-email: ಇ-ಮೇಲ್:kbjnleerampur@gmail.com xyxy=(984,1408,1154,1419)
table-cell: 1,88,619 xyxy=(731,1598,779,1623)
table-cell: 1,48,066 xyxy=(731,1673,779,1698)
table-header: ಟೆಂಡರ್‌ಗಳಲ್ಲಿ ಮೊತ್ತ (ರೂ.ಲಕ್ಷಗಳಲ್ಲಿ) xyxy=(606,638,696,663)
page-number-box xyxy=(40,26,170,62)
table-row xyxy=(848,271,1253,296)
table-row xyxy=(848,296,1253,332)
story3-photo xyxy=(40,1386,332,1536)
table-cell: ಬೆಳಗ್ಗೆ 11.00 ಗಂಟೆಗೆ xyxy=(1175,418,1253,432)
table-cell: 49.79 xyxy=(606,713,696,738)
ref-number: ಸಂ. ಜಿ.ಸ.ಕೋ / ನಗರೋತ್ಥಾನ ಹಂತ 04 / ಟೆ.ಅ / 110 / 2025-26 xyxy=(363,562,569,573)
story3-para: ಕಾರ್ಯಕ್ರಮದಲ್ಲಿ ಶಾಸಕರಾದ ಎಸ್.ಎನ್.ಚನ್ನಬಸಪ್ಪ, ಡಿ.ಎಸ್.ಅರುಣ್, ಡಾ.ಧನಂಜಯ ಸರ್ಜಿ, ಬಿಜೆಪಿ ಜಿಲ್ಲಾಧ್ಯಕ್ಷ ಎನ್.ಕೆ.ಜಗದೀಶ್, ನಗರಾಧ್ಯಕ್ಷ ಮೋಹನ್ ರೆಡ್ಡಿ, ವಿಧಾನ ಪರಿಷತ್ ಮಾಜಿ ಸದಸ್ಯ ಆರ್.ಕೆ.ಸಿದ್ದರಾಮಣ್ಣ, ಮಾಲತೇಶ್ ಮತ್ತಿತರರು ಉಪಸ್ಥಿತರಿದ್ದರು. xyxy=(40,1683,332,1721)
table-row xyxy=(364,1623,815,1648)
signatory-left: ಸಹಿ/- ಆಯುಕ್ತರು, ನಗರಾಭಿವೃದ್ಧಿ ಪ್ರಾಧಿಕಾರ ರಾಯಚೂರು xyxy=(363,1118,528,1129)
table-cell: 2 xyxy=(848,390,861,404)
office-name: ಜಿಲ್ಲಾಧಿಕಾರಿಗಳ ಕಾರ್ಯಾಲಯ, ಚಿತ್ರದುರ್ಗ ಜಿಲ್ಲೆ, ಚಿತ್ರದುರ್ಗ-577501 xyxy=(432,533,746,549)
table-cell: 8,300 xyxy=(741,787,814,812)
table-cell: ಎಸ್.ಆರ್ xyxy=(779,1623,815,1648)
print-registration-marks xyxy=(836,2010,888,2020)
signatory: ಸಹಿ/- ಕಾರ್ಯಪಾಲಕ ಅಭಿಯಂತರರು, ಜಿಲ್ಲಾ ನಗರಾಭಿವೃದ್ಧಿಕೋಶ, ಹಾಸನ xyxy=(1025,1022,1237,1033)
table-cell: ಇ-ಟೆಂಡರ್ ಅನ್ನು ಪ್ರಕಟಿಸುವ ದಿನಾಂಕ xyxy=(860,376,1094,390)
table-cell: RDPR/2025-26/OW/WORK_INDENT19995 xyxy=(364,1673,514,1698)
raichur-allotment-notice xyxy=(356,950,822,1376)
issue-day: ಗುರುವಾರ xyxy=(1082,28,1124,43)
table-cell: Construction of CC drain and deck from Islamil house to Fazil house in Tavarekere village xyxy=(514,1598,731,1623)
office-email: Email: sec.mmtemple@gmail.com xyxy=(1107,143,1253,154)
notice-date: ದಿನಾಂಕ:18-10-2025 xyxy=(741,984,815,995)
notice-body: ಕರ್ನಾಟಕ ನಗರಾಭಿವೃದ್ಧಿ ಪ್ರಾಧಿಕಾರಗಳ (ನಾಗರೀಕ ಸೌಲಭ್ಯ ನಿವೇಶನಗಳ ಹಂಚಿಕೆ) ನಿಯಮಗಳು 1991ರ ನಿಯಮ 3(3) ರನ್ವಯ: ರಾಯಚೂರು ನಗರಾಭಿವೃದ್ಧಿ ಪ್ರಾಧಿಕಾರದಿಂದ ಅನುಮೋದಿತ ಖಾಸಗಿ ಬಡಾವಣೆಗಳಲ್ಲಿ ಲಭ್ಯವಿರುವ ನಾಗರೀಕ ಸೌಲಭ್ಯ (Civic Amenity Site) ನಿವೇಶನಗಳನ್ನು ಕೇಂದ್ರ ಸರ್ಕಾರ, ರಾಜ್ಯ ಸರ್ಕಾರ, ಸಂಘ ಸಂಸ್ಥೆಗಳಿಗೆ ಗುತ್ತಿಗೆ ಆಧಾರದ ಮೇಲೆ 30 ವರ್ಷಗಳ ಅವಧಿಗೆ ಹಂಚಿಕೆ ಮಾಡಲು ಅರ್ಜಿ ಆಹ್ವಾನಿಸಲಾಗಿದೆ. ನಿಗದಿತ ಅರ್ಜಿ ನಮೂನೆಯನ್ನು ಪ್ರಾಧಿಕಾರದ ಕಛೇರಿಯಲ್ಲಿ ರೂ.1,000/- ಶುಲ್ಕ ಪಾವತಿಸಿ ಪಡೆದು ಭರ್ತಿ ಮಾಡಿದ ಅರ್ಜಿಗಳನ್ನು ದಿನಾಂಕ 03-11-2025 ಸಂಜೆ 05:30 ರೊಳಗೆ ಸಲ್ಲಿಸತಕ್ಕದ್ದು. ನಂತರ ಬಂದ ಅರ್ಜಿಗಳನ್ನು ಪರಿಗಣಿಸಲಾಗುವುದಿಲ್ಲ. ಹೆಚ್ಚಿನ ಮಾಹಿತಿ/ವಿವರಗಳಿಗೆ ಕಚೇರಿಯ ವೇಳೆಯಲ್ಲಿ ಪ್ರಾಧಿಕಾರದ ಕಛೇರಿಯನ್ನು ಸಂಪರ್ಕಿಸಬಹುದು ಮತ್ತು ಸೂಚನಾಫಲಕದಲ್ಲಿ ಪ್ರಕಟಿಸಲಾಗಿದೆ. xyxy=(363,1023,815,1102)
table-cell: 5 xyxy=(848,432,861,446)
ref-number: ಸಂಖ್ಯೆ:ನಅ(2)/ಟೆ.ಆ/113/2025-26 xyxy=(847,871,963,882)
story2-para: ಶಿವನಗರ ಯೋಗ ಕೇಂದ್ರದಲ್ಲಿ ಹಮ್ಮಿಕೊಂಡಿದ್ದ ಸತ್ಸಂಗ ಮತ್ತು ಹೊಸ ಕಾರ್ಯಗಳನ್ನು ಪ್ರಾರಂಭಿಸುವ ಕುರಿತು ಯೋಗ ಧ್ಯಾನ ಮತ್ತು ಭಕ್ತಿಯ ಸಂದೇಶ ನೀಡಿದರು. xyxy=(40,788,332,813)
table-cell: 3 xyxy=(364,713,387,738)
table-header: ಇಎಂಡಿ ಮೊತ್ತ (ರೂ. ಲಕ್ಷಗಳಲ್ಲಿ) xyxy=(1181,211,1252,236)
table-cell: 99,585 xyxy=(741,688,814,713)
table-cell: RDPR/2025-26/OW/WORK_INDENT19992 xyxy=(364,1598,514,1623)
table-cell: ಮಧ್ಯಾಹ್ನ 12.00 ಗಂಟೆ xyxy=(1175,390,1253,404)
story1-col2 xyxy=(236,344,354,504)
table-cell: 1,01,547 xyxy=(731,1623,779,1648)
table-cell: ಬಂಗಾರದ ತೇರಿನ ಸೇವಾರ್ಥದಾರರಿಗೆ ವಿತರಿಸಲು ಬೆಳ್ಳಿ ನಾಣ್ಯ 200 ಗ್ರಾಂ ತೂಕ, 3.50 ಇಂಚು ವ್ಯಾಸವುಳ್ಳ ಮತ್ತು ಶೇ.99% ಪರಿಶುದ್ಧತೆ ಹೊಂದಿರುವ ಬೆಳ್ಳಿ ನಾಣ್ಯಗಳನ್ನು ಸರಬರಾಜು ಮಾಡುವುದು. ಒಟ್ಟು 30000 ಸಂಖ್ಯೆ xyxy=(870,236,1123,272)
table-row xyxy=(364,1648,815,1673)
table-cell: 1 xyxy=(848,236,871,272)
org-name: ಕೃಷ್ಣಾ ಭಾಗ್ಯ ಜಲ ನಿಗಮ ನಿಯಮಿತ xyxy=(1000,1361,1138,1375)
schedule-table xyxy=(847,376,1253,446)
column-divider xyxy=(340,516,341,1996)
table-cell: 2 xyxy=(848,271,871,296)
table-cell: ಪೇಪರ್ ಕ್ಯಾರಿ ಬ್ಯಾಗ್‌ಗಳು: 1) 07x11x80 GSM 1000 ಕೆ.ಜಿ 2) 06x08x80 GSM 1000 ಕೆ.ಜಿ ಬಟ್ಟೆ ಕ್ಯಾರಿ ಬ್ಯಾಗ್: 1) 16 X 18 X 20,50 / 90 GSM - 04 ಲಕ್ಷ 2) 14 X 16 X 19,00 / 90 GSM - 04 ಲಕ್ಷ xyxy=(870,296,1123,332)
items-table xyxy=(847,1495,1253,1563)
table-cell: 10.63 xyxy=(523,762,606,787)
note-item: 1) https://kppp.karnataka.gov.in ವೆಬ್‌ಸೈಟಿನಲ್ಲಿ ಕೋಟೇಶನ್ ಅಪ್ಲೋಡ್ ಮಾಡುವ ದಿನಾಂಕ: 28-10-2025 ರಿಂದ 04-11-2025 ವರೆಗೆ ಸಂಜೆ 5.30 ವರೆಗೆ xyxy=(847,1566,1253,1589)
table-cell: 3 ತಿಂಗಳು xyxy=(695,713,741,738)
table-cell: - xyxy=(1175,376,1253,390)
table-cell: 54.01 xyxy=(606,663,696,688)
kbjnl-quotation-notice xyxy=(840,1356,1260,1984)
table-cell: 6 xyxy=(364,787,387,812)
